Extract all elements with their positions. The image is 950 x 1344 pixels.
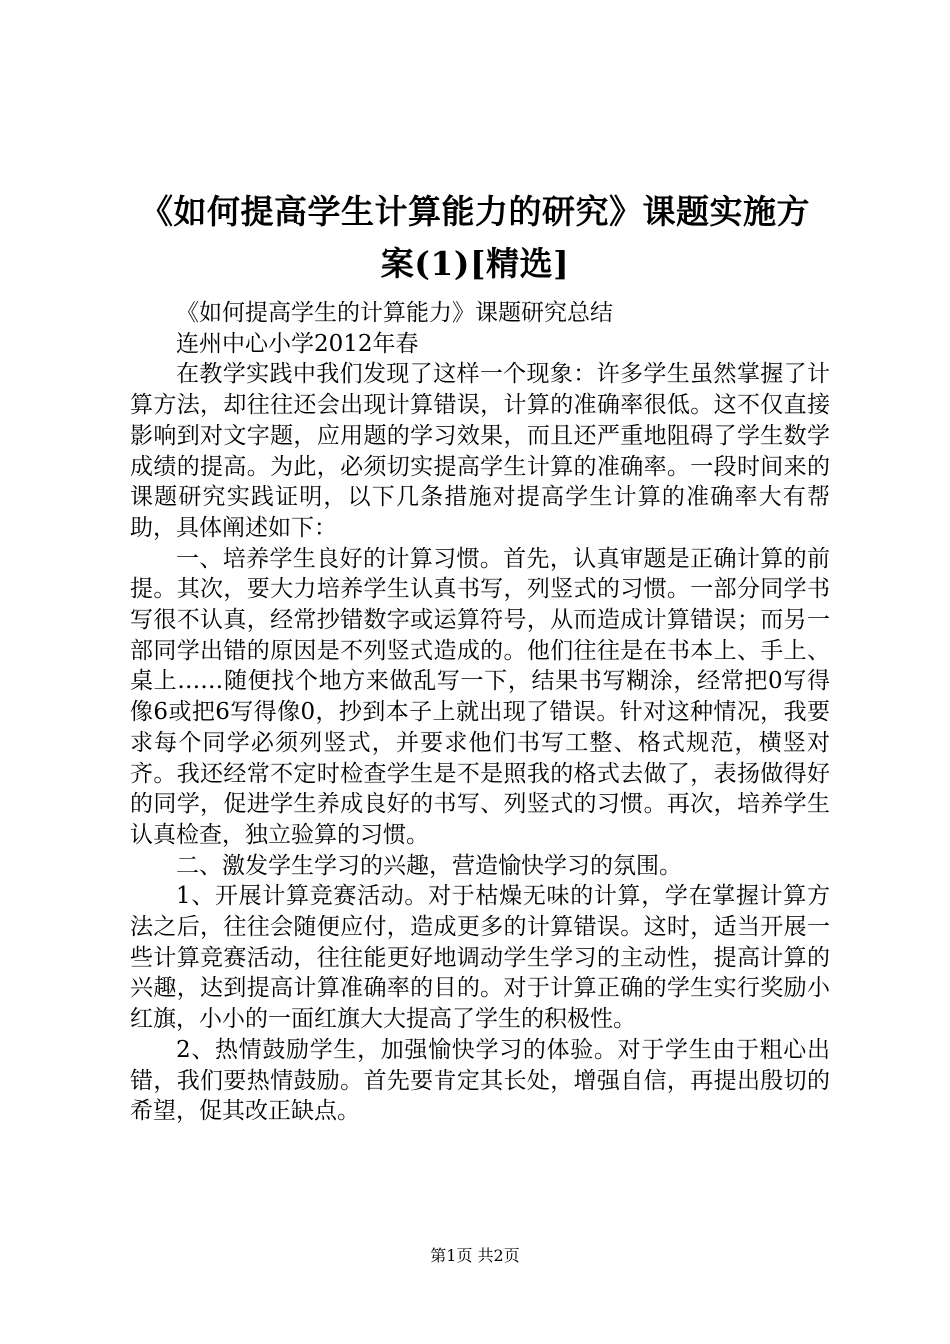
item-two-paragraph: 2、热情鼓励学生，加强愉快学习的体验。对于学生由于粗心出错，我们要热情鼓励。首先要肯定其长处，增强自信，再提出殷切的希望，促其改正缺点。 bbox=[130, 1036, 830, 1125]
intro-paragraph: 在教学实践中我们发现了这样一个现象：许多学生虽然掌握了计算方法，却往往还会出现计算错误，计算的准确率很低。这不仅直接影响到对文字题，应用题的学习效果，而且还严重地阻碍了学生数学成绩的提高。为此，必须切实提高学生计算的准确率。一段时间来的课题研究实践证明，以下几条措施对提高学生计算的准确率大有帮助，具体阐述如下： bbox=[130, 361, 830, 541]
document-title bbox=[100, 186, 850, 290]
title-line-2: 案(1)[精选] bbox=[380, 244, 570, 283]
section-two-heading: 二、激发学生学习的兴趣，营造愉快学习的氛围。 bbox=[176, 852, 682, 879]
subtitle-paragraph: 《如何提高学生的计算能力》课题研究总结 bbox=[176, 300, 613, 326]
page-footer: 第1页 共2页 bbox=[430, 1246, 520, 1265]
item-one-paragraph: 1、开展计算竞赛活动。对于枯燥无味的计算，学在掌握计算方法之后，往往会随便应付，造成更多的计算错误。这时，适当开展一些计算竞赛活动，往往能更好地调动学生学习的主动性，提高计算的兴趣，达到提高计算准确率的目的。对于计算正确的学生实行奖励小红旗，小小的一面红旗大大提高了学生的积极性。 bbox=[130, 883, 830, 1033]
document-body bbox=[130, 298, 830, 1127]
author-paragraph: 连州中心小学2012年春 bbox=[176, 330, 419, 357]
section-one-paragraph: 一、培养学生良好的计算习惯。首先，认真审题是正确计算的前提。其次，要大力培养学生认真书写，列竖式的习惯。一部分同学书写很不认真，经常抄错数字或运算符号，从而造成计算错误；而另一部同学出错的原因是不列竖式造成的。他们往往是在书本上、手上、桌上……随便找个地方来做乱写一下，结果书写糊涂，经常把0写得像6或把6写得像0，抄到本子上就出现了错误。针对这种情况，我要求每个同学必须列竖式，并要求他们书写工整、格式规范，横竖对齐。我还经常不定时检查学生是不是照我的格式去做了，表扬做得好的同学，促进学生养成良好的书写、列竖式的习惯。再次，培养学生认真检查，独立验算的习惯。 bbox=[130, 545, 830, 848]
title-line-1: 《如何提高学生计算能力的研究》课题实施方 bbox=[140, 192, 810, 231]
